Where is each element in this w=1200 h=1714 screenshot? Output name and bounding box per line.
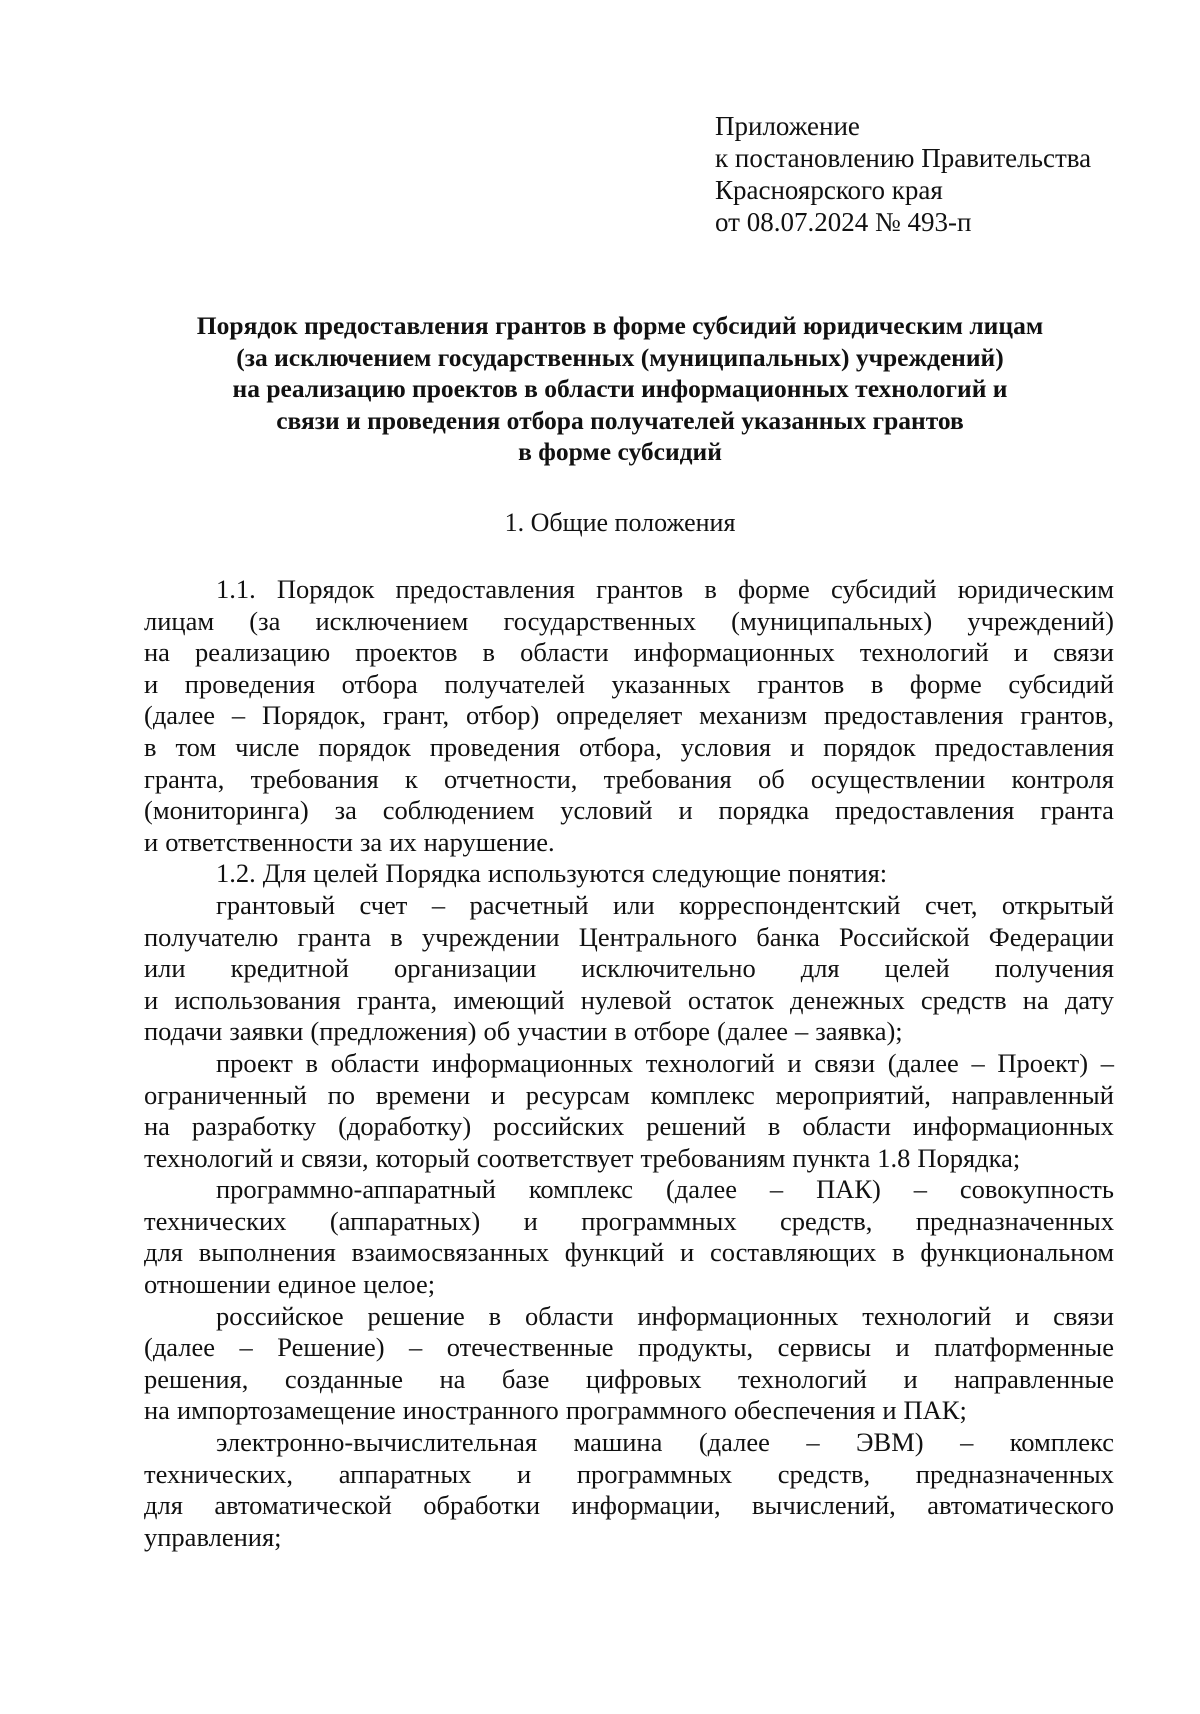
title-line: на реализацию проектов в области информационных технологий и: [232, 374, 1008, 403]
title-line: связи и проведения отбора получателей указанных грантов: [276, 405, 964, 435]
text-line: лицам (за исключением государственных (муниципальных) учреждений): [144, 605, 1114, 636]
text-line: для автоматической обработки информации, вычислений, автоматического: [144, 1490, 1114, 1521]
text-line: (далее – Порядок, грант, отбор) определяет механизм предоставления грантов,: [144, 700, 1114, 731]
title-line: (за исключением государственных (муниципальных) учреждений): [236, 342, 1004, 372]
text-line: 1.2. Для целей Порядка используются следующие понятия:: [216, 858, 888, 889]
paragraph: [144, 1048, 1114, 1174]
text-line: (мониторинга) за соблюдением условий и порядка предоставления гранта: [144, 795, 1114, 826]
text-line: в том числе порядок проведения отбора, условия и порядок предоставления: [144, 731, 1114, 762]
text-line: подачи заявки (предложения) об участии в отборе (далее – заявка);: [144, 1016, 903, 1047]
text-line: на импортозамещение иностранного программного обеспечения и ПАК;: [144, 1395, 967, 1426]
approval-line: Приложение: [715, 111, 860, 141]
text-line: российское решение в области информационных технологий и связи: [216, 1300, 1114, 1331]
text-line: для выполнения взаимосвязанных функций и составляющих в функциональном: [144, 1237, 1114, 1268]
approval-line: от 08.07.2024 № 493-п: [715, 207, 972, 237]
text-line: и проведения отбора получателей указанных грантов в форме субсидий: [144, 668, 1114, 699]
title-line: в форме субсидий: [518, 437, 722, 466]
text-line: на разработку (доработку) российских решений в области информационных: [144, 1111, 1114, 1142]
text-line: проект в области информационных технологий и связи (далее – Проект) –: [216, 1047, 1114, 1078]
text-line: технологий и связи, который соответствует требованиям пункта 1.8 Порядка;: [144, 1142, 1021, 1173]
title-line: Порядок предоставления грантов в форме субсидий юридическим лицам: [196, 311, 1044, 340]
document-title: [130, 310, 1110, 468]
document-body: [144, 574, 1114, 1553]
paragraph: [144, 858, 1114, 890]
text-line: грантовый счет – расчетный или корреспондентский счет, открытый: [216, 889, 1114, 920]
text-line: программно-аппаратный комплекс (далее – ПАК) – совокупность: [216, 1174, 1114, 1205]
paragraph: [144, 1174, 1114, 1300]
approval-block: [715, 110, 1091, 238]
text-line: управления;: [144, 1521, 282, 1552]
text-line: на реализацию проектов в области информационных технологий и связи: [144, 637, 1114, 668]
text-line: ограниченный по времени и ресурсам комплекс мероприятий, направленный: [144, 1079, 1114, 1110]
text-line: отношении единое целое;: [144, 1269, 436, 1300]
text-line: технических, аппаратных и программных средств, предназначенных: [144, 1458, 1114, 1489]
approval-line: к постановлению Правительства: [715, 143, 1092, 173]
paragraph: [144, 1301, 1114, 1427]
text-line: и ответственности за их нарушение.: [144, 826, 555, 857]
text-line: получателю гранта в учреждении Центрального банка Российской Федерации: [144, 921, 1114, 952]
section-heading: 1. Общие положения: [504, 508, 736, 537]
text-line: электронно-вычислительная машина (далее – ЭВМ) – комплекс: [216, 1427, 1114, 1458]
text-line: гранта, требования к отчетности, требования об осуществлении контроля: [144, 763, 1114, 794]
approval-line: Красноярского края: [715, 175, 943, 205]
text-line: 1.1. Порядок предоставления грантов в форме субсидий юридическим: [216, 574, 1114, 604]
paragraph: [144, 890, 1114, 1048]
text-line: и использования гранта, имеющий нулевой остаток денежных средств на дату: [144, 984, 1114, 1015]
text-line: технических (аппаратных) и программных средств, предназначенных: [144, 1205, 1114, 1236]
paragraph: [144, 1427, 1114, 1553]
paragraph: [144, 574, 1114, 858]
text-line: решения, созданные на базе цифровых технологий и направленные: [144, 1363, 1114, 1394]
text-line: или кредитной организации исключительно для целей получения: [144, 953, 1114, 984]
text-line: (далее – Решение) – отечественные продукты, сервисы и платформенные: [144, 1332, 1114, 1363]
